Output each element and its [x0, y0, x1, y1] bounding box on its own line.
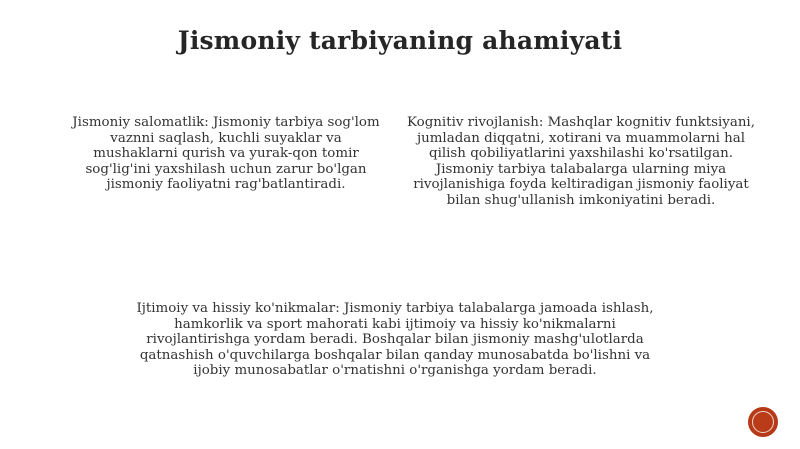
- physical-health-paragraph: Jismoniy salomatlik: Jismoniy tarbiya sog'lom vaznni saqlash, kuchli suyaklar va mushaklarni qurish va yurak-qon tomir sog'lig'ini yaxshilash uchun zarur bo'lgan jismoniy faoliyatni rag'batlantiradi.: [72, 115, 380, 193]
- circle-nav-icon: [752, 411, 774, 433]
- social-emotional-skills-paragraph: Ijtimoiy va hissiy ko'nikmalar: Jismoniy tarbiya talabalarga jamoada ishlash, hamkorlik va sport mahorati kabi ijtimoiy va hissiy ko'nikmalarni rivojlantirishga yordam beradi. Boshqalar bilan jismoniy mashg'ulotlarda qatnashish o'quvchilarga boshqalar bilan qanday munosabatda bo'lishni va ijobiy munosabatlar o'rnatishni o'rganishga yordam beradi.: [136, 301, 654, 379]
- cognitive-development-paragraph: Kognitiv rivojlanish: Mashqlar kognitiv funktsiyani, jumladan diqqatni, xotirani va muammolarni hal qilish qobiliyatlarini yaxshilashi ko'rsatilgan. Jismoniy tarbiya talabalarga ularning miya rivojlanishiga foyda keltiradigan jismoniy faoliyat bilan shug'ullanish imkoniyatini beradi.: [407, 115, 755, 208]
- slide-nav-button[interactable]: [748, 407, 778, 437]
- slide-title: Jismoniy tarbiyaning ahamiyati: [177, 26, 623, 55]
